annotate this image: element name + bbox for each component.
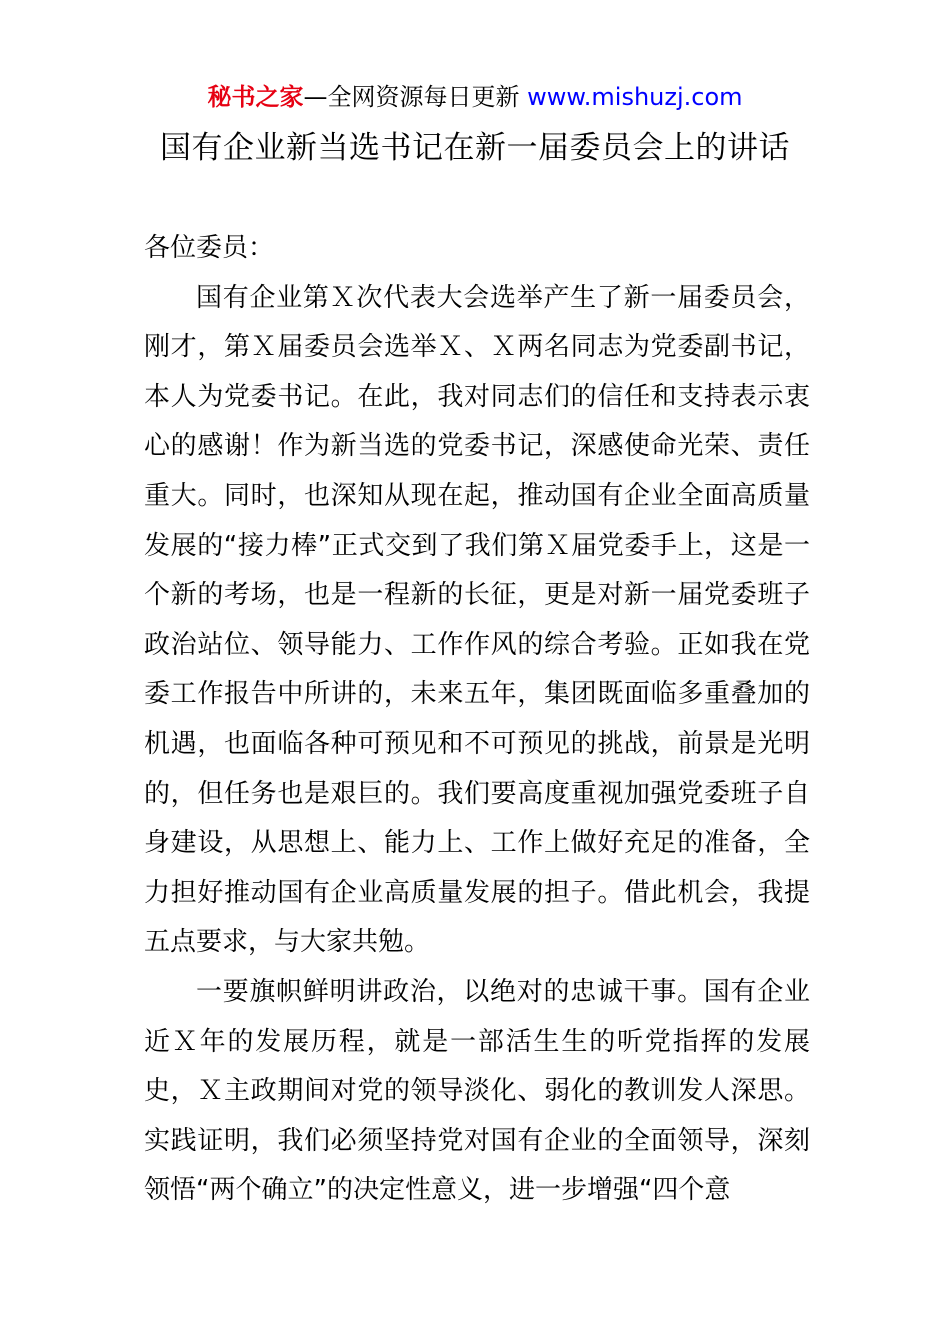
document-title: 国有企业新当选书记在新一届委员会上的讲话 [160, 130, 790, 166]
document-body [144, 224, 810, 1216]
site-slogan: —全网资源每日更新 [303, 83, 528, 111]
salutation: 各位委员： [144, 233, 275, 263]
paragraph: 国有企业第Ｘ次代表大会选举产生了新一届委员会，刚才，第Ｘ届委员会选举Ｘ、Ｘ两名同志为党委副书记，本人为党委书记。在此，我对同志们的信任和支持表示衷心的感谢！作为新当选的党委书记，深感使命光荣、责任重大。同时，也深知从现在起，推动国有企业全面高质量发展的“接力棒”正式交到了我们第Ｘ届党委手上，这是一个新的考场，也是一程新的长征，更是对新一届党委班子政治站位、领导能力、工作作风的综合考验。正如我在党委工作报告中所讲的，未来五年，集团既面临多重叠加的机遇，也面临各种可预见和不可预见的挑战，前景是光明的，但任务也是艰巨的。我们要高度重视加强党委班子自身建设，从思想上、能力上、工作上做好充足的准备，全力担好推动国有企业高质量发展的担子。借此机会，我提五点要求，与大家共勉。 [144, 282, 810, 958]
brand-name: 秘书之家 [207, 83, 304, 111]
site-url-link[interactable]: www.mishuzj.com [527, 83, 743, 111]
site-header [0, 80, 950, 114]
paragraph: 一要旗帜鲜明讲政治，以绝对的忠诚干事。国有企业近Ｘ年的发展历程，就是一部活生生的听党指挥的发展史，Ｘ主政期间对党的领导淡化、弱化的教训发人深思。实践证明，我们必须坚持党对国有企业的全面领导，深刻领悟“两个确立”的决定性意义，进一步增强“四个意 [144, 976, 810, 1206]
